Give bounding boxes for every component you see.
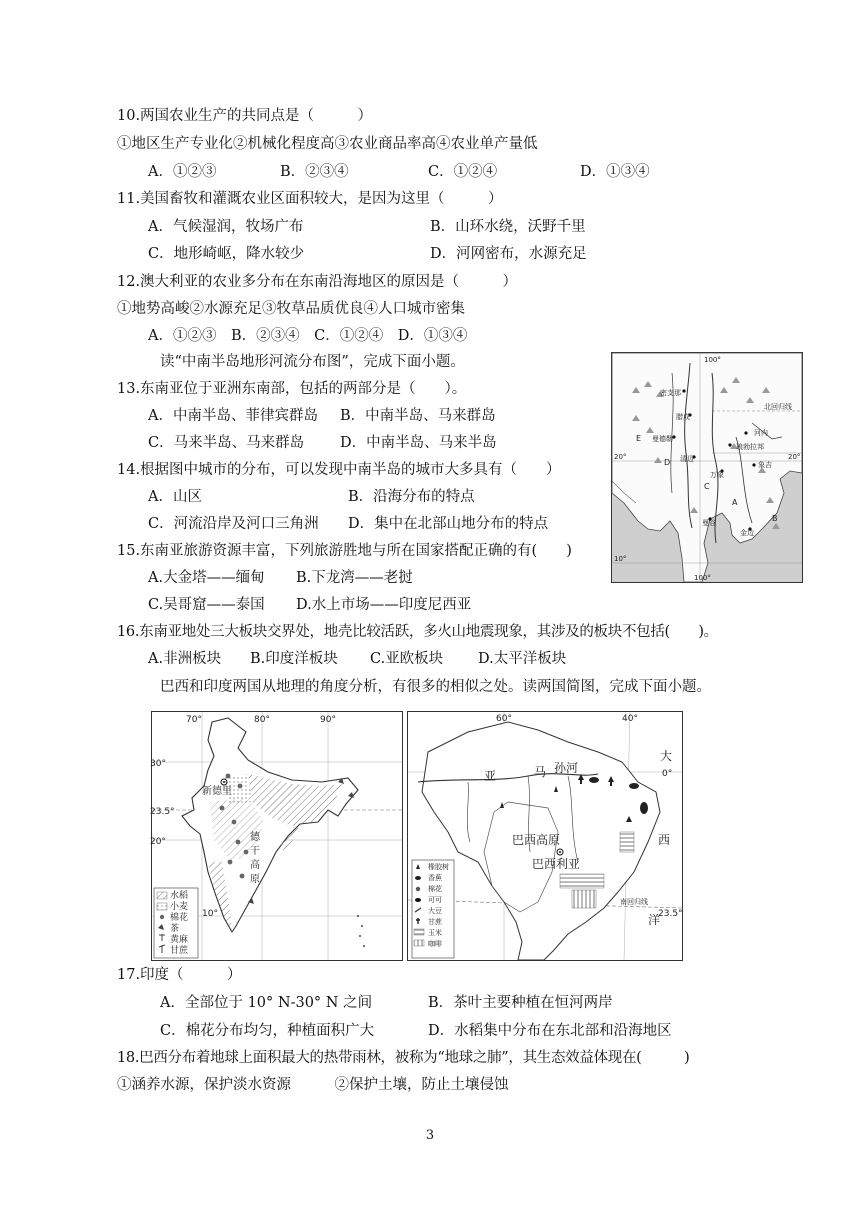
map1-label-c: C [704,482,710,491]
map3-lon40: 40° [622,714,638,724]
q18-sub: ①涵养水源，保护淡水资源 ②保护土壤，防止土壤侵蚀 [117,1077,509,1093]
reading-intro-2: 巴西和印度两国从地理的角度分析，有很多的相似之处。读两国简图，完成下面小题。 [160,679,711,695]
q11-option-d: D．河网密布，水源充足 [430,246,587,262]
map3-legend [412,860,454,958]
map3-legend-corn: 玉米 [428,929,442,937]
q10-stem: 10.两国农业生产的共同点是（ ） [117,108,373,124]
map3-amazon-4: 河 [566,761,579,775]
map2-city-newdelhi: 新德里 [202,786,232,797]
map3-legend-rubber: 橡胶树 [428,863,449,871]
q14-option-d: D．集中在北部山地分布的特点 [348,516,549,532]
map3-plateau: 巴西高原 [512,833,561,847]
map3-legend-coffee: 咖啡 [428,940,442,948]
india-map [151,711,403,961]
q15-option-a: A.大金塔——缅甸 [148,570,265,586]
map1-city-hanoi: 河内 [754,429,768,437]
q10-sub: ①地区生产专业化②机械化程度高③农业商品率高④农业单产量低 [117,136,538,152]
map3-lat0: 0° [662,769,673,779]
q17-option-c: C．棉花分布均匀，种植面积广大 [160,1023,375,1039]
map3-capital: 巴西利亚 [532,857,581,871]
q16-option-a: A.非洲板块 [148,651,222,667]
map2-deccan-4: 原 [250,874,260,885]
map2-lat235: 23.5° [150,807,175,817]
map1-city-lashio: 腊戍 [676,413,690,421]
q11-option-a: A．气候湿润，牧场广布 [148,219,304,235]
map2-lon90: 90° [320,715,336,725]
map2-lon70: 70° [186,715,202,725]
map1-label-e: E [636,434,642,443]
map2-lat10: 10° [202,909,218,919]
map1-label-b: B [772,514,778,523]
q13-option-b: B．中南半岛、马来群岛 [340,408,496,424]
map1-city-myitkyina: 密支那 [660,389,681,397]
q16-option-d: D.太平洋板块 [478,651,567,667]
q16-option-b: B.印度洋板块 [250,651,338,667]
map2-legend-sugarcane: 甘蔗 [170,946,189,956]
q16-option-c: C.亚欧板块 [370,651,444,667]
q16-stem: 16.东南亚地处三大板块交界处，地壳比较活跃，多火山地震现象，其涉及的板块不包括( )。 [117,624,718,640]
map3-legend-cotton: 棉花 [428,885,442,893]
map3-tropic: 南回归线 [620,898,648,906]
q14-option-a: A．山区 [148,489,202,505]
map3-legend-soybean: 大豆 [428,907,442,915]
q12-sub: ①地势高峻②水源充足③牧草品质优良④人口城市密集 [117,301,465,317]
map1-label-a: A [732,498,738,507]
q10-option-c: C．①②④ [428,164,498,180]
q11-option-c: C．地形崎岖，降水较少 [148,246,305,262]
map1-label-d: D [664,458,671,467]
map1-lon-top: 100° [704,356,721,364]
map3-amazon-3: 孙 [554,761,567,775]
map1-lat20-right: 20° [788,453,801,461]
q14-option-c: C．河流沿岸及河口三角洲 [148,516,319,532]
map2-legend-jute: 黄麻 [170,935,189,945]
map3-amazon-2: 马 [534,765,547,779]
map2-legend-tea: 茶 [170,924,180,934]
map3-legend-banana: 香蕉 [428,874,442,882]
q17-option-d: D．水稻集中分布在东北部和沿海地区 [428,1023,672,1039]
map3-ocean-1: 大 [660,749,673,763]
q11-stem: 11.美国畜牧和灌溉农业区面积较大，是因为这里（ ） [117,191,503,207]
q15-option-b: B.下龙湾——老挝 [296,570,413,586]
map2-deccan-1: 德 [250,832,260,843]
map3-legend-sugarcane: 甘蔗 [428,918,442,926]
map1-lat10: 10° [614,555,627,563]
map3-ocean-2: 西 [658,833,671,847]
map2-lat20: 20° [150,837,166,847]
q17-option-b: B．茶叶主要种植在恒河两岸 [428,995,613,1011]
map3-ocean-3: 洋 [648,913,661,927]
map2-deccan-2: 干 [250,846,260,857]
q12-options: A．①②③ B．②③④ C．①②④ D．①③④ [148,328,468,344]
q15-stem: 15.东南亚旅游资源丰富，下列旅游胜地与所在国家搭配正确的有( ) [117,543,572,559]
q13-option-c: C．马来半岛、马来群岛 [148,435,305,451]
q13-option-d: D．中南半岛、马来半岛 [340,435,497,451]
map1-city-mandalay: 曼德勒 [652,435,673,443]
map1-city-bangkok: 曼谷 [702,519,716,527]
map2-legend-wheat: 小麦 [170,902,189,912]
reading-intro-1: 读“中南半岛地形河流分布图”，完成下面小题。 [160,354,465,370]
q13-stem: 13.东南亚位于亚洲东南部，包括的两部分是（ ）。 [117,381,467,397]
map2-legend [154,888,198,958]
q10-option-d: D．①③④ [580,164,650,180]
q14-option-b: B．沿海分布的特点 [348,489,475,505]
map3-legend-cocoa: 可可 [428,896,442,904]
map1-city-luangprabang: 琅勃拉邦 [736,443,764,451]
map2-legend-cotton: 棉花 [170,913,189,923]
map2-legend-rice: 水稻 [170,891,189,901]
map3-lon60: 60° [496,714,512,724]
page-number: 3 [425,1128,435,1143]
map2-lon80: 80° [254,715,270,725]
q10-option-b: B．②③④ [280,164,349,180]
q13-option-a: A．中南半岛、菲律宾群岛 [148,408,318,424]
q15-option-c: C.吴哥窟——泰国 [148,597,265,613]
map2-lat30: 30° [150,759,166,769]
q12-stem: 12.澳大利亚的农业多分布在东南沿海地区的原因是（ ） [117,274,518,290]
q10-option-a: A．①②③ [148,164,217,180]
indochina-map [611,352,803,583]
map1-city-phnompenh: 金边 [740,529,754,537]
brazil-map [407,711,683,961]
map3-lat235: 23.5° [658,909,683,919]
q15-option-d: D.水上市场——印度尼西亚 [296,597,472,613]
q14-stem: 14.根据图中城市的分布，可以发现中南半岛的城市大多具有（ ） [117,462,561,478]
map2-deccan-3: 高 [250,860,260,871]
map1-lat20-left: 20° [614,453,627,461]
map1-tropic-label: 北回归线 [764,403,792,411]
map1-city-chiangmai: 清迈 [680,455,694,463]
map1-city-vientiane: 万象 [710,471,724,479]
map3-amazon-1: 亚 [484,769,497,783]
map1-city-hue: 象吉 [758,461,772,469]
map1-lon-bottom: 100° [694,574,711,582]
q17-stem: 17.印度（ ） [117,967,242,983]
q17-option-a: A．全部位于 10° N-30° N 之间 [160,995,373,1011]
q18-stem: 18.巴西分布着地球上面积最大的热带雨林，被称为“地球之肺”，其生态效益体现在( ) [117,1050,690,1066]
q11-option-b: B．山环水绕，沃野千里 [430,219,586,235]
